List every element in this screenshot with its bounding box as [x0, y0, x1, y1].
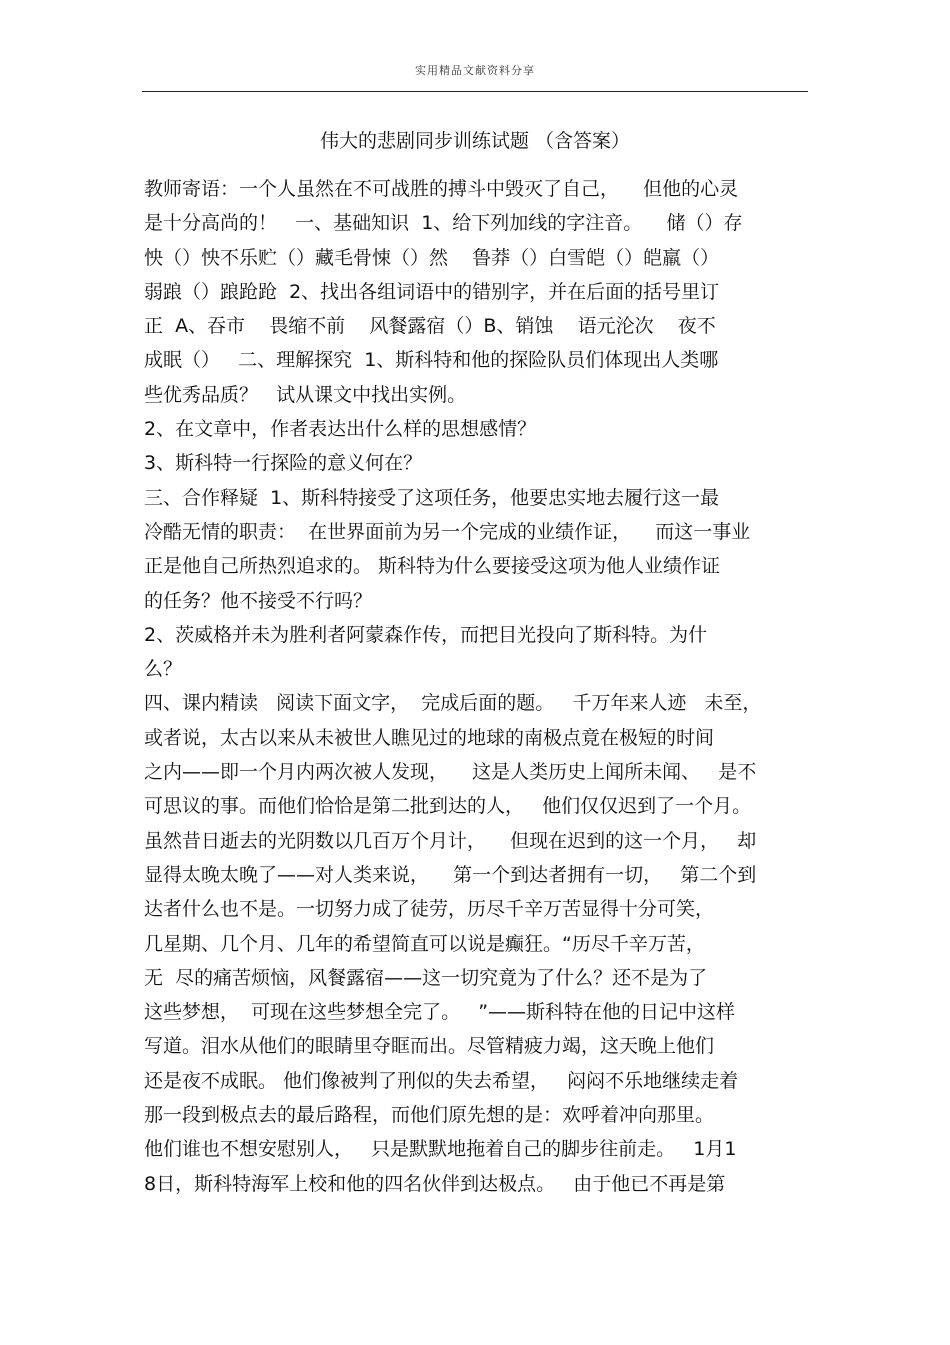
document-title: 伟大的悲剧同步训练试题 （含答案）	[319, 130, 631, 152]
body-line: 怏（）怏不乐贮（）藏毛骨悚（）然 鲁莽（）白雪皑（）皑羸（）	[144, 246, 720, 269]
body-line: 么？	[144, 658, 183, 681]
body-line: 些优秀品质？ 试从课文中找出实例。	[144, 383, 467, 406]
body-line: 的任务？他不接受不行吗？	[144, 589, 373, 612]
body-line: 虽然昔日逝去的光阴数以几百万个月计， 但现在迟到的这一个月， 却	[144, 829, 757, 852]
body-line: 正 A、吞市 畏缩不前 风餐露宿（）B、销蚀 语元沦次 夜不	[144, 315, 716, 338]
body-line: 可思议的事。而他们恰恰是第二批到达的人， 他们仅仅迟到了一个月。	[144, 795, 752, 818]
body-line: 还是夜不成眠。 他们像被判了刑似的失去希望， 闷闷不乐地继续走着	[144, 1069, 739, 1092]
body-line: 达者什么也不是。一切努力成了徒劳，历尽千辛万苦显得十分可笑，	[144, 898, 715, 921]
body-line: 这些梦想， 可现在这些梦想全完了。 ”——斯科特在他的日记中这样	[144, 1001, 736, 1024]
body-line: 8日，斯科特海军上校和他的四名伙伴到达极点。 由于他已不再是第	[144, 1172, 726, 1195]
body-line: 2、在文章中，作者表达出什么样的思想感情？	[144, 418, 537, 441]
body-line: 几星期、几个月、几年的希望简直可以说是癫狂。“历尽千辛万苦，	[144, 932, 705, 955]
page-header: 实用精品文献资料分享	[415, 64, 535, 77]
body-line: 他们谁也不想安慰别人， 只是默默地拖着自己的脚步往前走。 1月1	[144, 1138, 737, 1161]
body-line: 教师寄语：一个人虽然在不可战胜的搏斗中毁灭了自己， 但他的心灵	[144, 178, 739, 200]
body-line: 正是他自己所热烈追求的。 斯科特为什么要接受这项为他人业绩作证	[144, 555, 721, 578]
body-line: 成眠（） 二、理解探究 1、斯科特和他的探险队员们体现出人类哪	[144, 349, 719, 372]
body-line: 无 尽的痛苦烦恼，风餐露宿——这一切究竟为了什么？还不是为了	[144, 966, 708, 989]
body-line: 三、合作释疑 1、斯科特接受了这项任务，他要忠实地去履行这一最	[144, 486, 720, 509]
body-line: 或者说，太古以来从未被世人瞧见过的地球的南极点竟在极短的时间	[144, 726, 715, 749]
body-line: 2、茨威格并未为胜利者阿蒙森作传，而把目光投向了斯科特。为什	[144, 623, 708, 646]
body-line: 3、斯科特一行探险的意义何在？	[144, 452, 423, 475]
body-line: 是十分高尚的！ 一、基础知识 1、给下列加线的字注音。 储（）存	[144, 212, 743, 235]
body-line: 四、课内精读 阅读下面文字， 完成后面的题。 千万年来人迹 未至，	[144, 692, 762, 715]
header-divider	[142, 91, 808, 92]
body-line: 显得太晚太晚了——对人类来说， 第一个到达者拥有一切， 第二个到	[144, 863, 757, 886]
body-line: 冷酷无情的职责： 在世界面前为另一个完成的业绩作证， 而这一事业	[144, 520, 751, 543]
body-line: 那一段到极点去的最后路程，而他们原先想的是：欢呼着冲向那里。	[144, 1104, 715, 1127]
body-line: 写道。泪水从他们的眼睛里夺眶而出。尽管精疲力竭，这天晚上他们	[144, 1035, 715, 1058]
body-line: 弱踉（）踉跄跄 2、找出各组词语中的错别字，并在后面的括号里订	[144, 280, 720, 303]
document-body	[144, 172, 808, 1201]
body-line: 之内——即一个月内两次被人发现， 这是人类历史上闻所未闻、 是不	[144, 761, 757, 784]
